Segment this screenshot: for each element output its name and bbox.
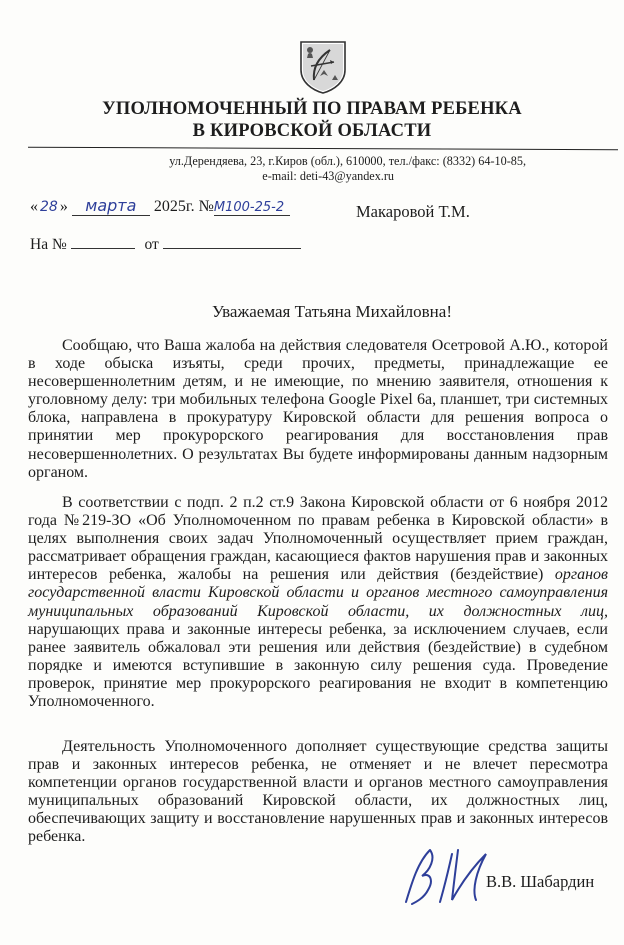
paragraph-1-text: Сообщаю, что Ваша жалоба на действия следователя Осетровой А.Ю., которой в ходе обыска изъяты, среди прочих, предметы, принадлежащие ее несовершеннолетним детям, и не имеющие, по мнению заявителя, отношения к уголовному делу: три мобильных телефона Google Pixel 6a, планшет, три системных блока, направлена в прокуратуру Кировской области для решения вопроса о принятии мер прокурорского реагирования для восстановления прав несовершеннолетних. О результатах Вы будете информированы данным надзорным органом. <box>28 337 608 481</box>
paragraph-3-text: Деятельность Уполномоченного дополняет существующие средства защиты прав и законных интересов ребенка, не отменяет и не влечет пересмотра компетенции органов государственной власти и органов местного самоуправления муниципальных образований Кировской области, их должностных лиц, обеспечивающих защиту и восстановление нарушенных прав и законных интересов ребенка. <box>28 738 608 846</box>
quote-close: » <box>59 198 68 215</box>
signer-name: В.В. Шабардин <box>486 872 595 891</box>
recipient-name: Макаровой Т.М. <box>356 202 470 221</box>
reference-number-blank <box>71 237 135 249</box>
quote-open: « <box>30 198 38 215</box>
organization-name-line2: В КИРОВСКОЙ ОБЛАСТИ <box>192 121 432 141</box>
reference-from-label: от <box>144 236 159 253</box>
kirov-coat-of-arms-icon <box>298 40 348 94</box>
outgoing-number-label: № <box>198 198 214 215</box>
outgoing-day: 28 <box>40 199 58 215</box>
outgoing-month: марта <box>72 196 150 216</box>
paragraph-2-text <box>28 494 608 711</box>
paragraph-3 <box>28 738 608 847</box>
reference-date-blank <box>163 237 301 249</box>
outgoing-number: М100-25-2 <box>214 200 290 216</box>
contact-address: ул.Дерендяева, 23, г.Киров (обл.), 610000, тел./факс: (8332) 64-10-85, <box>169 154 526 168</box>
paragraph-2-start: В соответствии с подп. 2 п.2 ст.9 Закона Кировской области от 6 ноября 2012 года №219-ЗО «Об Уполномоченном по правам ребенка в Кировской области» в целях выполнения своих задач Уполномоченный осуществляет прием граждан, рассматривает обращения граждан, касающиеся фактов нарушения прав и законных интересов ребенка, жалобы на решения или действия (бездействие) <box>28 494 608 584</box>
reference-row <box>30 236 301 254</box>
reference-number-label: На № <box>30 236 67 253</box>
paragraph-2 <box>28 494 608 711</box>
paragraph-1 <box>28 337 608 482</box>
greeting: Уважаемая Татьяна Михайловна! <box>212 302 452 321</box>
paragraph-2-italic: органов государственной власти Кировской области и органов местного самоуправления муниципальных образований Кировской области, их должностных лиц, <box>28 566 608 620</box>
outgoing-date-number <box>30 196 290 216</box>
organization-name-line1: УПОЛНОМОЧЕННЫЙ ПО ПРАВАМ РЕБЕНКА <box>102 99 522 119</box>
contact-email: e-mail: deti-43@yandex.ru <box>262 169 394 183</box>
paragraph-2-end: нарушающих права и законные интересы ребенка, за исключением случаев, если ранее заявитель обжаловал эти решения или действия (бездействие) в судебном порядке и имеются вступившие в законную силу решения суда. Проведение проверок, принятие мер прокурорского реагирования не входит в компетенцию Уполномоченного. <box>28 620 608 711</box>
outgoing-year: 2025г. <box>153 198 195 215</box>
header-divider <box>28 147 618 151</box>
